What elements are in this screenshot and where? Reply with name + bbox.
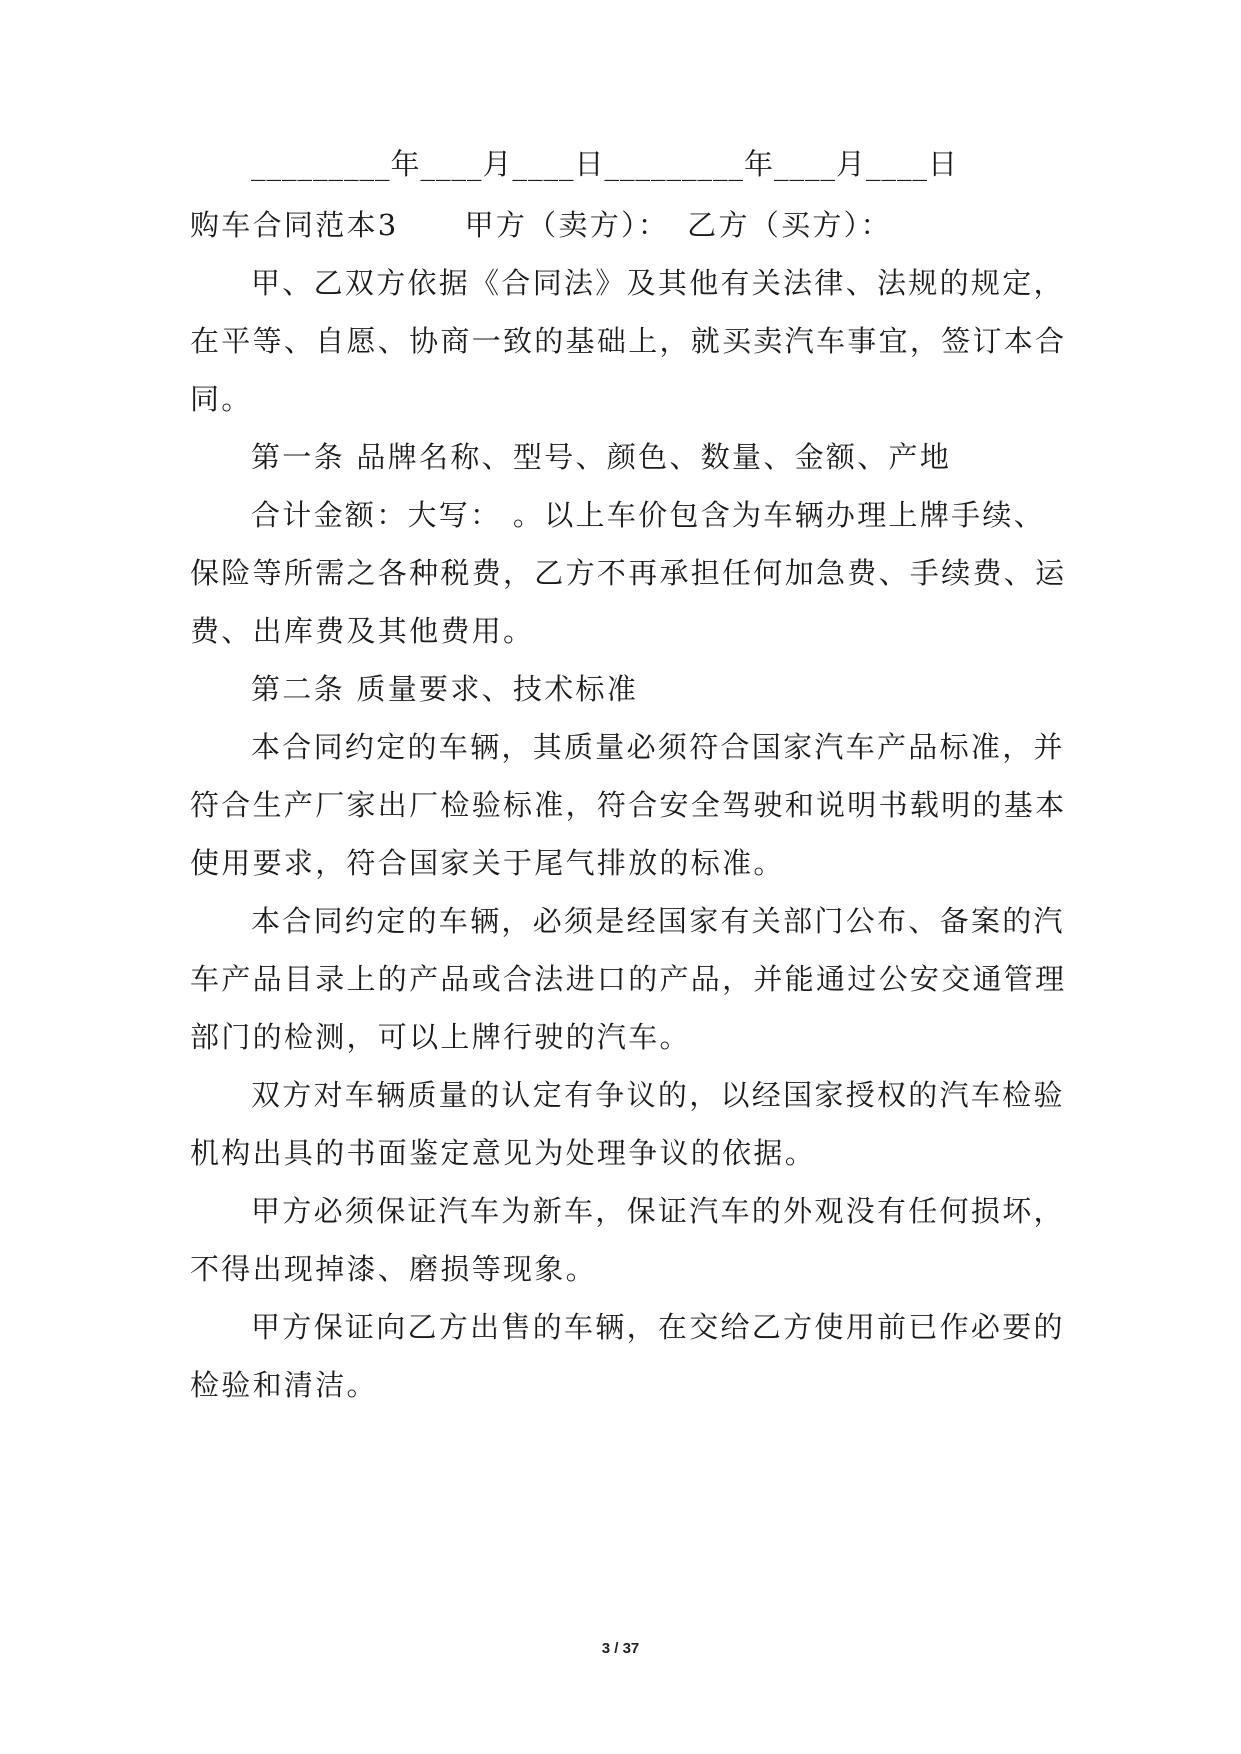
page-number: 3 / 37: [601, 1640, 640, 1657]
paragraph-line: 本合同约定的车辆，必须是经国家有关部门公布、备案的汽: [251, 904, 1065, 938]
date-line: _________年____月____日_________年____月____日: [251, 147, 959, 181]
paragraph-line: 合计金额：大写： 。以上车价包含为车辆办理上牌手续、: [251, 498, 1046, 532]
heading-row: [190, 205, 1070, 245]
article-heading: 第一条 品牌名称、型号、颜色、数量、金额、产地: [251, 440, 952, 474]
paragraph-line: 甲方保证向乙方出售的车辆，在交给乙方使用前已作必要的: [251, 1310, 1065, 1344]
paragraph-line: 费、出库费及其他费用。: [190, 614, 535, 648]
contract-heading: 购车合同范本3: [190, 208, 399, 242]
paragraph-line: 检验和清洁。: [190, 1368, 378, 1402]
paragraph-line: 甲方必须保证汽车为新车，保证汽车的外观没有任何损坏，: [251, 1194, 1065, 1228]
paragraph-line: 同。: [190, 382, 253, 416]
paragraph-line: 不得出现掉漆、磨损等现象。: [190, 1252, 597, 1286]
paragraph-line: 双方对车辆质量的认定有争议的，以经国家授权的汽车检验: [251, 1078, 1065, 1112]
article-heading: 第二条 质量要求、技术标准: [251, 672, 639, 706]
paragraph-line: 甲、乙双方依据《合同法》及其他有关法律、法规的规定，: [251, 266, 1065, 300]
paragraph-line: 在平等、自愿、协商一致的基础上，就买卖汽车事宜，签订本合: [190, 324, 1067, 358]
paragraph-line: 部门的检测，可以上牌行驶的汽车。: [190, 1020, 691, 1054]
paragraph-line: 符合生产厂家出厂检验标准，符合安全驾驶和说明书载明的基本: [190, 788, 1067, 822]
paragraph-line: 保险等所需之各种税费，乙方不再承担任何加急费、手续费、运: [190, 556, 1067, 590]
party-a-label: 甲方（卖方）：: [464, 208, 670, 242]
party-b-label: 乙方（买方）：: [687, 208, 892, 242]
paragraph-line: 本合同约定的车辆，其质量必须符合国家汽车产品标准，并: [251, 730, 1065, 764]
paragraph-line: 使用要求，符合国家关于尾气排放的标准。: [190, 846, 785, 880]
paragraph-line: 机构出具的书面鉴定意见为处理争议的依据。: [190, 1136, 817, 1170]
paragraph-line: 车产品目录上的产品或合法进口的产品，并能通过公安交通管理: [190, 962, 1067, 996]
